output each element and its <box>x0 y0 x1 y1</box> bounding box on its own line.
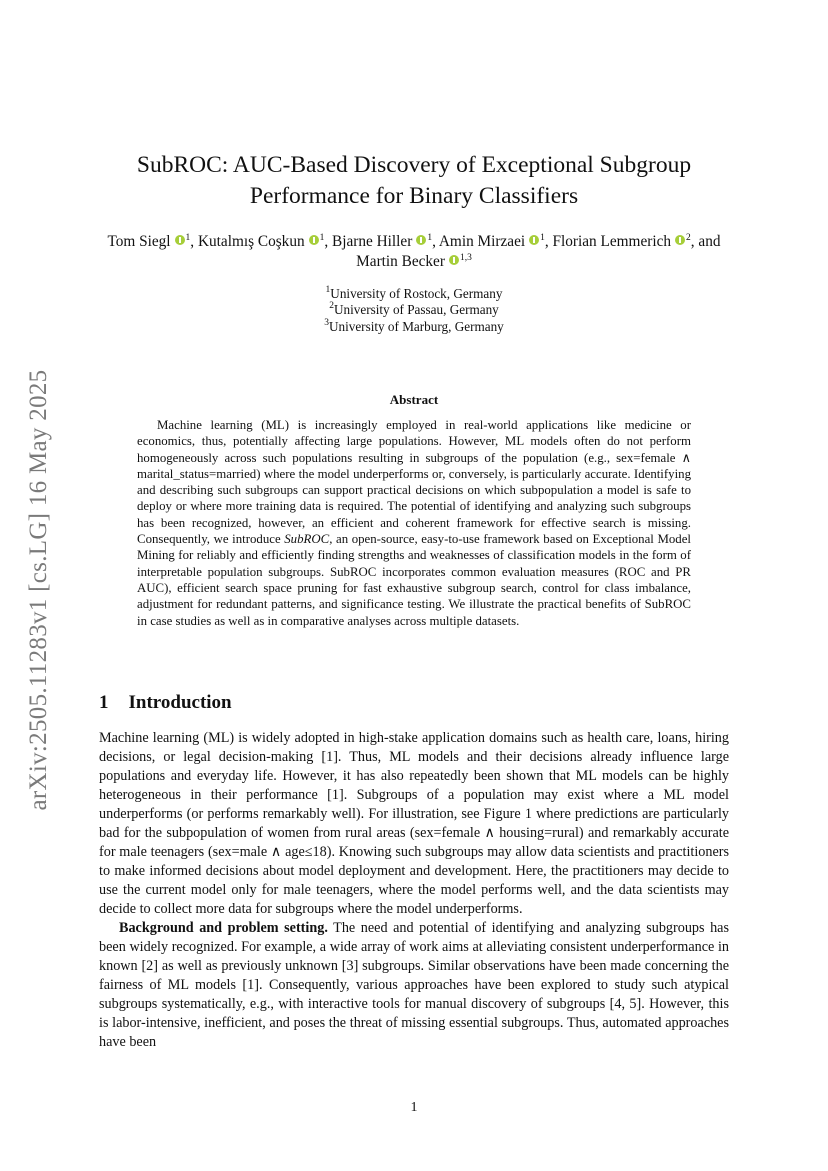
author-affiliation-mark: 2 <box>686 233 691 243</box>
paper-title <box>100 150 728 212</box>
abstract-heading: Abstract <box>389 392 439 407</box>
arxiv-identifier: arXiv:2505.11283v1 [cs.LG] 16 May 2025 <box>25 369 52 811</box>
affiliation-name: University of Rostock, Germany <box>330 286 503 301</box>
author <box>107 233 190 250</box>
author <box>356 253 472 270</box>
orcid-icon[interactable] <box>309 235 319 245</box>
author <box>198 233 324 250</box>
affiliation-list <box>100 286 728 335</box>
paragraph <box>99 919 729 1052</box>
author-affiliation-mark: 1,3 <box>459 253 472 263</box>
author-affiliation-mark: 1 <box>427 233 433 243</box>
title-line-1: SubROC: AUC-Based Discovery of Exceptional Subgroup <box>136 152 692 178</box>
author-affiliation-mark: 1 <box>319 233 325 243</box>
affiliation <box>100 319 728 335</box>
title-line-2: Performance for Binary Classifiers <box>249 183 579 209</box>
author-separator: , and <box>690 233 721 250</box>
author-name: Amin Mirzaei <box>438 233 526 250</box>
abstract-part-2: , an open-source, easy-to-use framework based on Exceptional Model Mining for reliably and efficiently finding strengths and weaknesses of classification models in the form of interpretable population subgroups. SubROC incorporates common evaluation measures (ROC and PR AUC), efficient search space pruning for fast exhaustive subgroup search, control for class imbalance, adjustment for redundant patterns, and significance testing. We illustrate the practical benefits of SubROC in case studies as well as in comparative analyses across multiple datasets. <box>137 532 691 628</box>
section-number: 1 <box>99 692 109 713</box>
orcid-icon[interactable] <box>675 235 685 245</box>
section-title: Introduction <box>128 692 232 713</box>
orcid-icon[interactable] <box>529 235 539 245</box>
section-heading <box>99 692 232 714</box>
author-name: Florian Lemmerich <box>552 233 672 250</box>
arxiv-sidebar <box>22 340 56 840</box>
abstract-text <box>137 417 691 629</box>
author-separator: , <box>432 233 439 250</box>
affiliation <box>100 302 728 318</box>
author-name: Martin Becker <box>356 253 445 270</box>
abstract-part-1: Machine learning (ML) is increasingly employed in real-world applications like medicine or economics, thus, potentially affecting large populations. However, ML models often do not perform homogeneously across such populations resulting in subgroups of the population (e.g., sex=female ∧ marital_status=married) where the model underperforms or, conversely, is particularly accurate. Identifying and describing such subgroups can support practical decisions on which subpopulation a model is safe to deploy or where more training data is required. The potential of identifying and analyzing such subgroups has been recognized, however, an efficient and coherent framework for effective search is missing. Consequently, we introduce <box>137 418 691 547</box>
author-separator: , <box>190 233 198 250</box>
affiliation-mark: 3 <box>324 317 329 328</box>
author <box>553 233 691 250</box>
paragraph: Machine learning (ML) is widely adopted in high-stake application domains such as health care, loans, hiring decisions, or legal decision-making [1]. Thus, ML models and their decisions already influence large populations and everyday life. However, it has also repeatedly been shown that ML models can be highly heterogeneous in their performance [1]. Subgroups of a population may exist where a ML model underperforms (or performs remarkably well). For illustration, see Figure 1 where predictions are particularly bad for the subpopulation of women from rural areas (sex=female ∧ housing=rural) and remarkably accurate for male teenagers (sex=male ∧ age≤18). Knowing such subgroups may allow data scientists and practitioners to make informed decisions about model deployment and development. Here, the practitioners may decide to use the current model only for male teenagers, where the model performs well, and the data scientists may decide to collect more data for subgroups where the model underperforms. <box>99 730 729 917</box>
author-separator: , <box>544 233 553 250</box>
page-number: 1 <box>410 1100 418 1115</box>
body-text <box>99 729 729 1052</box>
author <box>439 233 545 250</box>
author-name: Tom Siegl <box>107 233 171 250</box>
author-list <box>100 232 728 272</box>
orcid-icon[interactable] <box>175 235 185 245</box>
affiliation-mark: 1 <box>325 285 331 295</box>
author <box>332 233 432 250</box>
abstract-emphasis: SubROC <box>284 532 330 547</box>
author-separator: , <box>324 233 333 250</box>
run-in-heading: Background and problem setting. <box>119 920 328 936</box>
affiliation <box>100 286 728 302</box>
author-name: Kutalmış Coşkun <box>197 233 305 250</box>
author-affiliation-mark: 1 <box>185 233 191 243</box>
orcid-icon[interactable] <box>416 235 426 245</box>
affiliation-mark: 2 <box>329 301 334 312</box>
author-name: Bjarne Hiller <box>332 233 413 250</box>
affiliation-name: University of Passau, Germany <box>333 302 499 318</box>
affiliation-name: University of Marburg, Germany <box>328 318 504 334</box>
orcid-icon[interactable] <box>449 255 459 265</box>
author-affiliation-mark: 1 <box>540 233 545 243</box>
paragraph-text: The need and potential of identifying and analyzing subgroups has been widely recognized. For example, a wide array of work aims at alleviating consistent underperformance in known [2] as well as previously unknown [3] subgroups. Similar observations have been made concerning the fairness of ML models [1]. Consequently, various approaches have been explored to study such atypical subgroups systematically, e.g., with interactive tools for manual discovery of subgroups [4, 5]. However, this is labor-intensive, inefficient, and poses the threat of missing essential subgroups. Thus, automated approaches have been <box>99 920 729 1050</box>
